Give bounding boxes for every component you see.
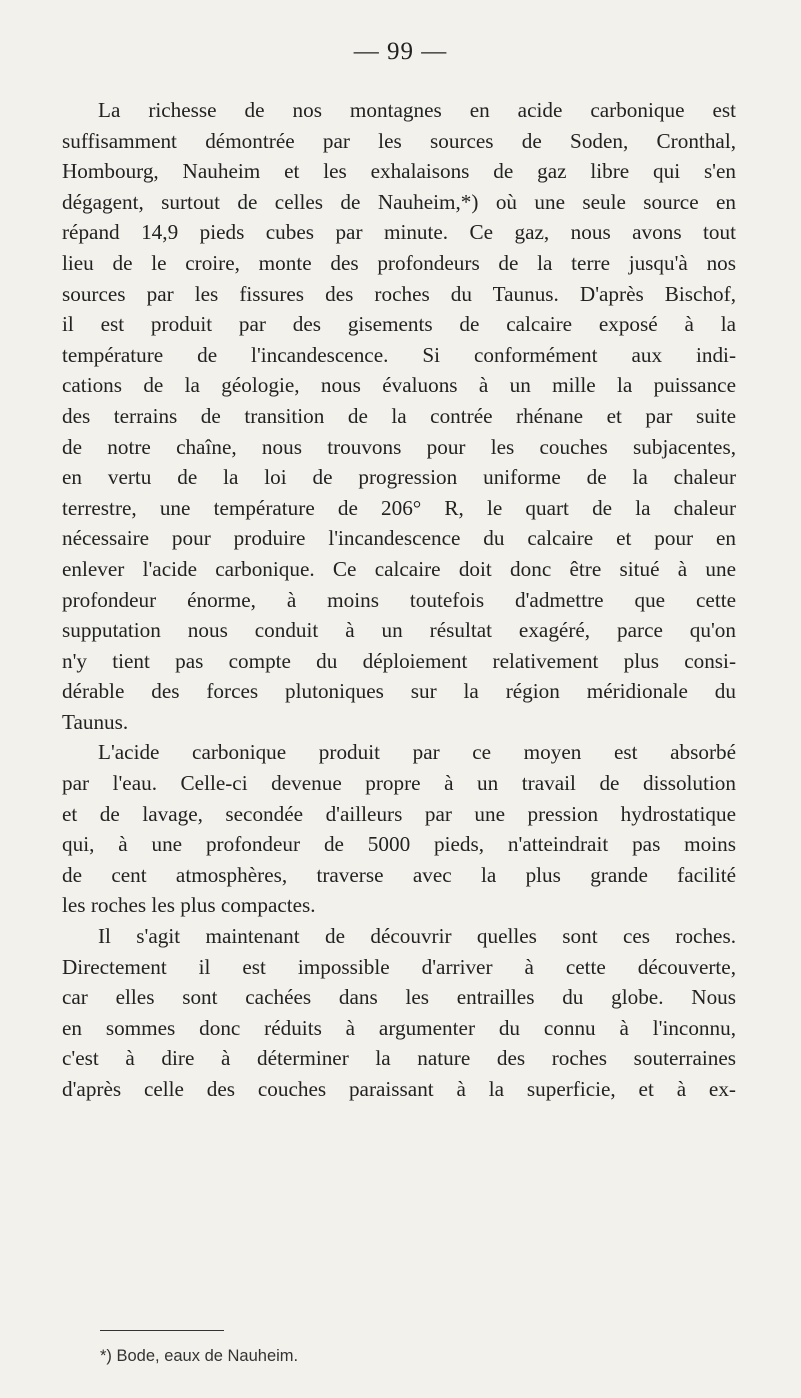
text-line: et de lavage, secondée d'ailleurs par une pression hydrostatique <box>62 801 736 826</box>
text-line: répand 14,9 pieds cubes par minute. Ce gaz, nous avons tout <box>62 220 736 245</box>
text-line: d'après celle des couches paraissant à la superficie, et à ex- <box>62 1077 736 1101</box>
text-line: profondeur énorme, à moins toutefois d'admettre que cette <box>62 587 736 612</box>
text-line: sources par les fissures des roches du Taunus. D'après Bischof, <box>62 281 736 306</box>
text-line: en vertu de la loi de progression uniforme de la chaleur <box>62 465 736 490</box>
text-line: température de l'incandescence. Si conformément aux indi- <box>62 342 736 367</box>
text-line: par l'eau. Celle-ci devenue propre à un travail de dissolution <box>62 771 736 796</box>
text-line: nécessaire pour produire l'incandescence du calcaire et pour en <box>62 526 736 551</box>
text-line: terrestre, une température de 206° R, le quart de la chaleur <box>62 495 736 520</box>
text-line: n'y tient pas compte du déploiement relativement plus consi- <box>62 648 736 673</box>
text-line: suffisamment démontrée par les sources de Soden, Cronthal, <box>62 128 736 153</box>
body-text <box>62 95 736 1105</box>
text-line: L'acide carbonique produit par ce moyen est absorbé <box>98 740 736 765</box>
text-line: cations de la géologie, nous évaluons à un mille la puissance <box>62 373 736 398</box>
text-line: car elles sont cachées dans les entrailles du globe. Nous <box>62 985 736 1010</box>
text-line: c'est à dire à déterminer la nature des roches souterraines <box>62 1046 736 1071</box>
text-line: de notre chaîne, nous trouvons pour les couches subjacentes, <box>62 434 736 459</box>
text-line: Taunus. <box>62 709 129 734</box>
text-line: La richesse de nos montagnes en acide carbonique est <box>98 98 736 122</box>
text-line: Il s'agit maintenant de découvrir quelles sont ces roches. <box>98 924 736 949</box>
text-line: de cent atmosphères, traverse avec la plus grande facilité <box>62 862 736 887</box>
text-line: lieu de le croire, monte des profondeurs de la terre jusqu'à nos <box>62 250 736 275</box>
text-line: des terrains de transition de la contrée rhénane et par suite <box>62 403 736 428</box>
text-line: les roches les plus compactes. <box>62 893 316 918</box>
text-line: il est produit par des gisements de calcaire exposé à la <box>62 312 736 337</box>
text-line: dégagent, surtout de celles de Nauheim,*) où une seule source en <box>62 189 736 214</box>
text-line: enlever l'acide carbonique. Ce calcaire doit donc être situé à une <box>62 556 736 581</box>
page-number: — 99 — <box>353 38 448 65</box>
text-line: Directement il est impossible d'arriver à cette découverte, <box>62 954 736 979</box>
text-line: qui, à une profondeur de 5000 pieds, n'atteindrait pas moins <box>62 832 736 857</box>
text-line: supputation nous conduit à un résultat exagéré, parce qu'on <box>62 618 736 643</box>
footnote: *) Bode, eaux de Nauheim. <box>100 1347 299 1365</box>
footnote-divider <box>100 1330 224 1331</box>
text-line: en sommes donc réduits à argumenter du connu à l'inconnu, <box>62 1015 736 1040</box>
text-line: dérable des forces plutoniques sur la région méridionale du <box>62 679 736 704</box>
text-line: Hombourg, Nauheim et les exhalaisons de gaz libre qui s'en <box>62 159 736 184</box>
